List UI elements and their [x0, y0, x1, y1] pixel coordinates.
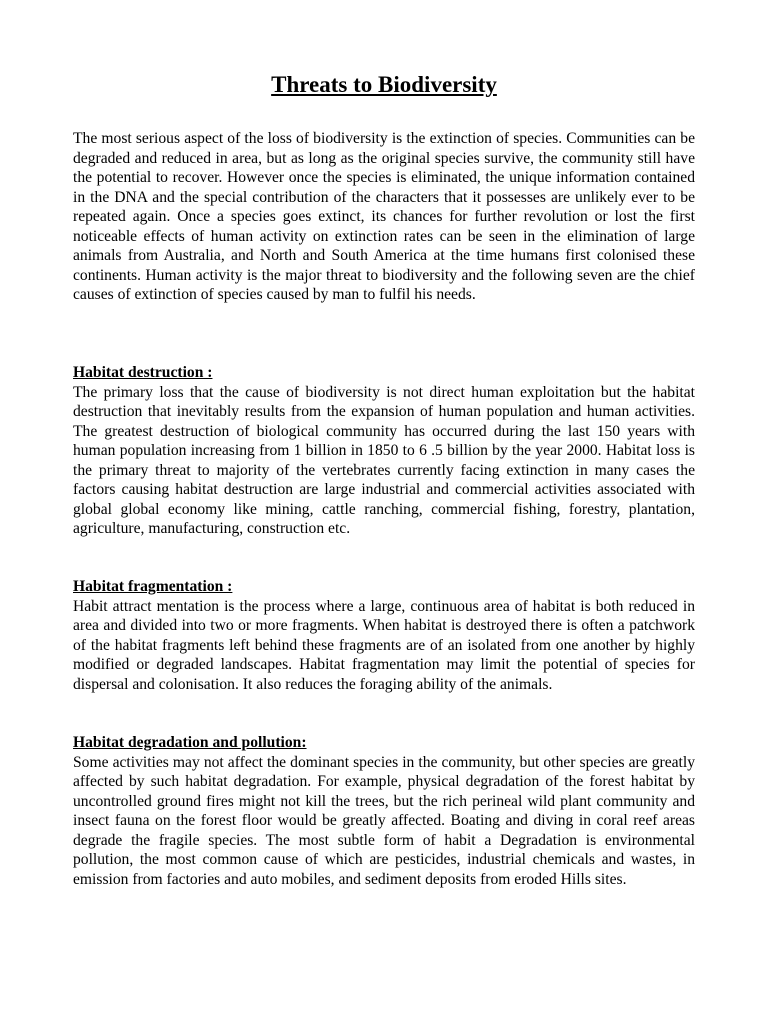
section-habitat-degradation [73, 733, 695, 889]
section-heading: Habitat fragmentation : [73, 578, 233, 595]
intro-paragraph: The most serious aspect of the loss of biodiversity is the extinction of species. Communities can be degraded and reduced in area, but as long as the original species survive, the community still have the potential to recover. However once the species is eliminated, the unique information contained in the DNA and the special contribution of the characters that it possesses are unlikely ever to be repeated again. Once a species goes extinct, its chances for further revolution or lost the first noticeable effects of human activity on extinction rates can be seen in the elimination of large animals from Australia, and North and South America at the time humans first colonised these continents. Human activity is the major threat to biodiversity and the following seven are the chief causes of extinction of species caused by man to fulfil his needs. [73, 130, 695, 303]
section-paragraph: Some activities may not affect the dominant species in the community, but other species are greatly affected by such habitat degradation. For example, physical degradation of the forest habitat by uncontrolled ground fires might not kill the trees, but the rich perineal wild plant community and insect fauna on the forest floor would be greatly affected. Boating and diving in coral reef areas degrade the fragile species. The most subtle form of habit a Degradation is environmental pollution, the most common cause of which are pesticides, industrial chemicals and wastes, in emission from factories and auto mobiles, and sediment deposits from eroded Hills sites. [73, 753, 695, 888]
section-heading: Habitat destruction : [73, 364, 213, 381]
section-heading: Habitat degradation and pollution: [73, 734, 307, 751]
section-paragraph: Habit attract mentation is the process where a large, continuous area of habitat is both reduced in area and divided into two or more fragments. When habitat is destroyed there is often a patchwork of the habitat fragments left behind these fragments are of an isolated from one another by highly modified or degraded landscapes. Habitat fragmentation may limit the potential of species for dispersal and colonisation. It also reduces the foraging ability of the animals. [73, 597, 695, 693]
section-habitat-destruction [73, 363, 695, 539]
section-habitat-fragmentation [73, 577, 695, 694]
section-paragraph: The primary loss that the cause of biodiversity is not direct human exploitation but the habitat destruction that inevitably results from the expansion of human population and human activities. The greatest destruction of biological community has occurred during the last 150 years with human population increasing from 1 billion in 1850 to 6 .5 billion by the year 2000. Habitat loss is the primary threat to majority of the vertebrates currently facing extinction in many cases the factors causing habitat destruction are large industrial and commercial activities associated with global global economy like mining, cattle ranching, commercial fishing, forestry, plantation, agriculture, manufacturing, construction etc. [73, 383, 695, 537]
intro-section [73, 129, 695, 305]
page-title: Threats to Biodiversity [271, 72, 497, 97]
